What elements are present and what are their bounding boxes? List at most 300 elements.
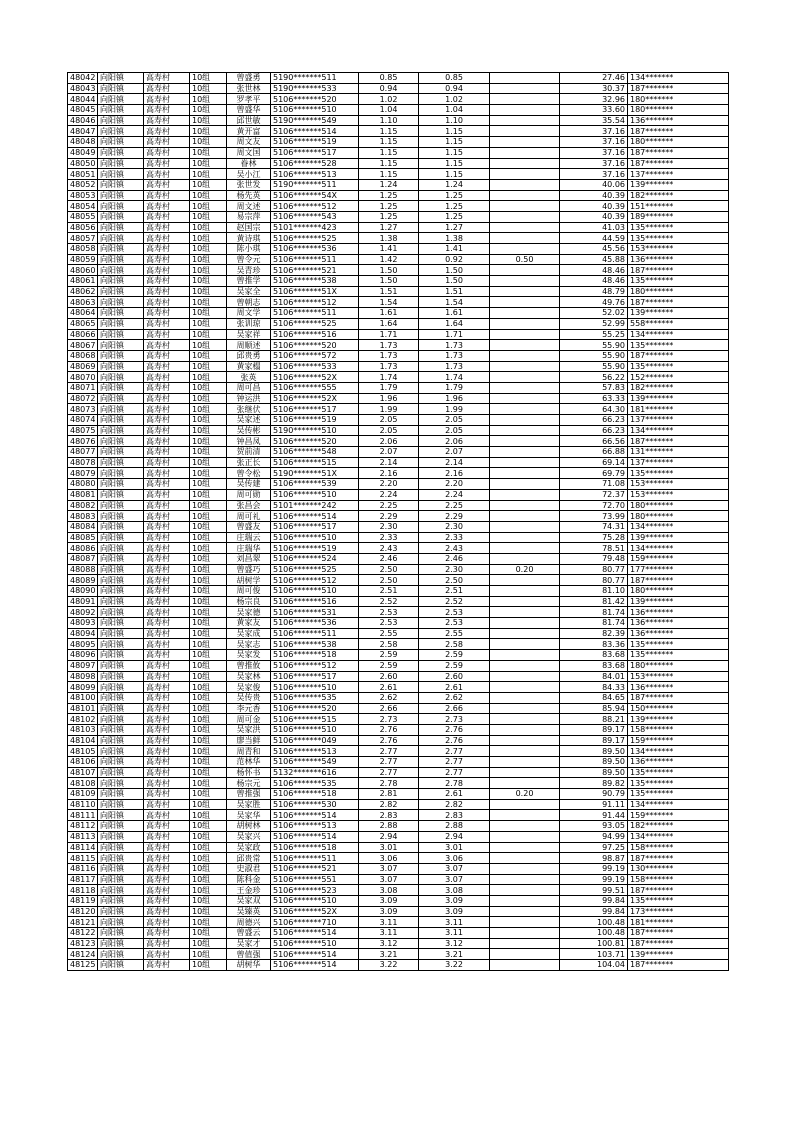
table-cell: 48112: [68, 821, 98, 832]
table-cell: 向阳镇: [98, 115, 144, 126]
table-cell: 55.90: [560, 350, 628, 361]
table-cell: 2.05: [359, 415, 419, 426]
table-cell: 周可金: [227, 714, 271, 725]
table-cell: 10组: [190, 329, 227, 340]
table-cell: 134*******: [628, 543, 729, 554]
table-row: [68, 254, 729, 265]
table-cell: 3.09: [419, 895, 490, 906]
table-cell: 5106*******531: [271, 607, 359, 618]
table-cell: 向阳镇: [98, 618, 144, 629]
table-cell: 134*******: [628, 746, 729, 757]
table-cell: 37.16: [560, 137, 628, 148]
table-row: [68, 468, 729, 479]
table-cell: 48111: [68, 810, 98, 821]
table-cell: 48092: [68, 607, 98, 618]
table-cell: 3.07: [419, 863, 490, 874]
table-cell: 180*******: [628, 137, 729, 148]
table-cell: [490, 511, 560, 522]
table-cell: 向阳镇: [98, 692, 144, 703]
table-cell: 1.74: [359, 372, 419, 383]
table-cell: 张训琼: [227, 318, 271, 329]
table-cell: 向阳镇: [98, 778, 144, 789]
table-cell: 高寿村: [144, 468, 190, 479]
table-cell: 庄瑞华: [227, 543, 271, 554]
table-cell: 81.74: [560, 618, 628, 629]
table-cell: 向阳镇: [98, 105, 144, 116]
table-cell: [490, 874, 560, 885]
table-cell: 134*******: [628, 73, 729, 84]
table-cell: 高寿村: [144, 746, 190, 757]
table-cell: 10组: [190, 126, 227, 137]
table-cell: 10组: [190, 724, 227, 735]
table-cell: 3.11: [359, 917, 419, 928]
table-cell: 2.77: [359, 746, 419, 757]
table-cell: 向阳镇: [98, 650, 144, 661]
table-cell: 高寿村: [144, 254, 190, 265]
table-cell: 40.39: [560, 190, 628, 201]
table-cell: 向阳镇: [98, 179, 144, 190]
table-cell: 2.81: [359, 789, 419, 800]
table-cell: 向阳镇: [98, 746, 144, 757]
table-cell: 2.77: [419, 767, 490, 778]
table-cell: 1.96: [359, 393, 419, 404]
table-cell: 2.73: [359, 714, 419, 725]
table-cell: 1.25: [359, 201, 419, 212]
table-cell: 向阳镇: [98, 500, 144, 511]
table-cell: 10组: [190, 789, 227, 800]
table-cell: 向阳镇: [98, 757, 144, 768]
table-cell: 高寿村: [144, 190, 190, 201]
table-cell: 2.14: [419, 457, 490, 468]
table-cell: [490, 222, 560, 233]
table-cell: [490, 724, 560, 735]
table-cell: 48075: [68, 425, 98, 436]
table-cell: 高寿村: [144, 340, 190, 351]
table-cell: [490, 211, 560, 222]
table-cell: 97.25: [560, 842, 628, 853]
table-cell: 周可勋: [227, 489, 271, 500]
table-cell: 55.25: [560, 329, 628, 340]
table-cell: 10组: [190, 500, 227, 511]
table-cell: 10组: [190, 83, 227, 94]
table-cell: 10组: [190, 73, 227, 84]
table-cell: 135*******: [628, 767, 729, 778]
table-cell: 10组: [190, 457, 227, 468]
table-cell: 周青和: [227, 746, 271, 757]
table-cell: 高寿村: [144, 831, 190, 842]
table-cell: [490, 233, 560, 244]
table-cell: 37.16: [560, 126, 628, 137]
table-cell: 吴家胜: [227, 799, 271, 810]
table-cell: 黄家友: [227, 618, 271, 629]
table-cell: 10组: [190, 618, 227, 629]
table-cell: 91.11: [560, 799, 628, 810]
table-cell: 杨怀书: [227, 767, 271, 778]
table-cell: 钟昌凤: [227, 436, 271, 447]
table-cell: 李元香: [227, 703, 271, 714]
table-cell: 5106*******525: [271, 318, 359, 329]
table-cell: 84.33: [560, 682, 628, 693]
table-row: [68, 831, 729, 842]
table-cell: 高寿村: [144, 917, 190, 928]
table-cell: 90.79: [560, 789, 628, 800]
table-row: [68, 83, 729, 94]
table-cell: 136*******: [628, 254, 729, 265]
table-cell: 48104: [68, 735, 98, 746]
table-cell: [490, 479, 560, 490]
table-cell: 高寿村: [144, 447, 190, 458]
table-cell: 37.16: [560, 169, 628, 180]
table-cell: 99.19: [560, 874, 628, 885]
table-cell: 134*******: [628, 521, 729, 532]
table-cell: 48043: [68, 83, 98, 94]
table-cell: 3.11: [419, 917, 490, 928]
table-cell: 5106*******536: [271, 618, 359, 629]
table-cell: 5106*******533: [271, 361, 359, 372]
table-cell: 1.24: [359, 179, 419, 190]
table-row: [68, 650, 729, 661]
table-cell: 向阳镇: [98, 586, 144, 597]
table-cell: [490, 906, 560, 917]
table-cell: 10组: [190, 799, 227, 810]
table-row: [68, 810, 729, 821]
table-cell: 1.42: [359, 254, 419, 265]
table-cell: 2.07: [359, 447, 419, 458]
table-cell: 高寿村: [144, 286, 190, 297]
table-cell: 向阳镇: [98, 158, 144, 169]
table-cell: [490, 201, 560, 212]
table-cell: 10组: [190, 874, 227, 885]
table-cell: 高寿村: [144, 415, 190, 426]
table-cell: 吴家述: [227, 415, 271, 426]
table-cell: 曾令元: [227, 254, 271, 265]
table-cell: [490, 158, 560, 169]
table-cell: 10组: [190, 628, 227, 639]
table-row: [68, 115, 729, 126]
table-row: [68, 489, 729, 500]
table-cell: 1.73: [419, 350, 490, 361]
table-cell: 48100: [68, 692, 98, 703]
table-cell: 10组: [190, 211, 227, 222]
table-cell: 73.99: [560, 511, 628, 522]
table-row: [68, 521, 729, 532]
table-cell: 1.24: [419, 179, 490, 190]
table-cell: 48069: [68, 361, 98, 372]
table-cell: 2.66: [359, 703, 419, 714]
table-cell: 136*******: [628, 682, 729, 693]
table-cell: 向阳镇: [98, 489, 144, 500]
table-cell: [490, 447, 560, 458]
table-cell: [490, 586, 560, 597]
table-row: [68, 960, 729, 971]
table-cell: 10组: [190, 447, 227, 458]
table-cell: 5190*******533: [271, 83, 359, 94]
table-cell: [490, 714, 560, 725]
table-cell: 1.27: [359, 222, 419, 233]
table-cell: 10组: [190, 222, 227, 233]
table-cell: 10组: [190, 404, 227, 415]
table-cell: 吴家志: [227, 639, 271, 650]
table-cell: 89.17: [560, 724, 628, 735]
table-cell: 向阳镇: [98, 393, 144, 404]
table-cell: 10组: [190, 938, 227, 949]
table-cell: 3.09: [419, 906, 490, 917]
table-cell: 高寿村: [144, 521, 190, 532]
table-row: [68, 425, 729, 436]
table-cell: 高寿村: [144, 821, 190, 832]
table-cell: 5106*******510: [271, 489, 359, 500]
table-cell: 2.82: [419, 799, 490, 810]
table-cell: 向阳镇: [98, 917, 144, 928]
table-cell: 高寿村: [144, 457, 190, 468]
table-cell: 2.77: [419, 757, 490, 768]
table-cell: 1.73: [419, 340, 490, 351]
table-row: [68, 126, 729, 137]
table-cell: 向阳镇: [98, 831, 144, 842]
table-cell: [490, 575, 560, 586]
table-cell: 3.22: [419, 960, 490, 971]
table-cell: 5106*******517: [271, 147, 359, 158]
table-cell: 66.23: [560, 415, 628, 426]
table-cell: 1.51: [419, 286, 490, 297]
table-cell: 高寿村: [144, 137, 190, 148]
table-cell: 1.64: [419, 318, 490, 329]
table-cell: 向阳镇: [98, 190, 144, 201]
table-cell: 10组: [190, 917, 227, 928]
table-cell: 2.24: [419, 489, 490, 500]
table-row: [68, 457, 729, 468]
table-cell: [490, 393, 560, 404]
table-cell: 范林华: [227, 757, 271, 768]
table-cell: 高寿村: [144, 479, 190, 490]
table-cell: 48122: [68, 928, 98, 939]
table-cell: 高寿村: [144, 265, 190, 276]
table-cell: 10组: [190, 671, 227, 682]
table-row: [68, 724, 729, 735]
table-cell: [490, 94, 560, 105]
table-row: [68, 735, 729, 746]
table-cell: 1.50: [419, 265, 490, 276]
table-cell: 75.28: [560, 532, 628, 543]
table-cell: 1.38: [359, 233, 419, 244]
table-cell: 10组: [190, 190, 227, 201]
table-cell: [490, 543, 560, 554]
table-cell: 48087: [68, 553, 98, 564]
table-cell: 向阳镇: [98, 94, 144, 105]
table-cell: 5106*******52X: [271, 393, 359, 404]
table-cell: 136*******: [628, 618, 729, 629]
table-cell: [490, 500, 560, 511]
table-cell: 2.76: [419, 724, 490, 735]
table-cell: 贺前清: [227, 447, 271, 458]
table-cell: [490, 126, 560, 137]
table-cell: 3.11: [359, 928, 419, 939]
table-cell: 48109: [68, 789, 98, 800]
table-cell: 180*******: [628, 105, 729, 116]
table-cell: 1.51: [359, 286, 419, 297]
table-cell: 钟运洪: [227, 393, 271, 404]
table-cell: 1.25: [359, 190, 419, 201]
table-cell: 邱贵常: [227, 853, 271, 864]
table-cell: 高寿村: [144, 863, 190, 874]
table-cell: 1.41: [359, 244, 419, 255]
table-cell: 吴青珍: [227, 265, 271, 276]
table-cell: 48.46: [560, 265, 628, 276]
table-cell: 向阳镇: [98, 297, 144, 308]
table-cell: 向阳镇: [98, 329, 144, 340]
table-cell: 5106*******519: [271, 137, 359, 148]
table-cell: 48061: [68, 276, 98, 287]
table-cell: 5106*******519: [271, 415, 359, 426]
table-cell: 1.54: [419, 297, 490, 308]
table-cell: 向阳镇: [98, 211, 144, 222]
table-cell: 10组: [190, 137, 227, 148]
table-cell: 48113: [68, 831, 98, 842]
table-cell: 10组: [190, 895, 227, 906]
table-cell: 高寿村: [144, 329, 190, 340]
table-cell: 80.77: [560, 575, 628, 586]
table-cell: 158*******: [628, 724, 729, 735]
table-cell: 向阳镇: [98, 767, 144, 778]
table-cell: [490, 917, 560, 928]
table-cell: 高寿村: [144, 714, 190, 725]
table-cell: 2.83: [419, 810, 490, 821]
table-cell: 153*******: [628, 489, 729, 500]
table-cell: 2.51: [419, 586, 490, 597]
table-row: [68, 853, 729, 864]
table-cell: 48124: [68, 949, 98, 960]
table-cell: 3.21: [359, 949, 419, 960]
table-cell: 187*******: [628, 853, 729, 864]
table-cell: 10组: [190, 511, 227, 522]
table-cell: 10组: [190, 415, 227, 426]
table-cell: 135*******: [628, 340, 729, 351]
table-cell: 3.08: [359, 885, 419, 896]
table-cell: 2.62: [419, 692, 490, 703]
table-cell: 2.77: [359, 767, 419, 778]
table-cell: 5106*******517: [271, 521, 359, 532]
table-cell: 5106*******513: [271, 169, 359, 180]
table-row: [68, 949, 729, 960]
table-cell: 48091: [68, 596, 98, 607]
table-cell: [490, 350, 560, 361]
table-cell: 曾推强: [227, 789, 271, 800]
table-cell: 高寿村: [144, 169, 190, 180]
table-cell: 高寿村: [144, 767, 190, 778]
table-row: [68, 137, 729, 148]
table-row: [68, 94, 729, 105]
table-row: [68, 500, 729, 511]
table-cell: [490, 885, 560, 896]
table-cell: 135*******: [628, 361, 729, 372]
table-cell: [490, 372, 560, 383]
table-cell: [490, 179, 560, 190]
table-cell: 10组: [190, 276, 227, 287]
table-cell: 向阳镇: [98, 457, 144, 468]
table-row: [68, 532, 729, 543]
table-cell: [490, 553, 560, 564]
table-cell: [490, 340, 560, 351]
table-cell: 74.31: [560, 521, 628, 532]
table-cell: 1.79: [359, 382, 419, 393]
table-row: [68, 222, 729, 233]
table-cell: 187*******: [628, 126, 729, 137]
table-cell: [490, 660, 560, 671]
table-cell: 周文述: [227, 201, 271, 212]
table-cell: 5106*******514: [271, 949, 359, 960]
table-cell: 张世发: [227, 179, 271, 190]
table-cell: 向阳镇: [98, 276, 144, 287]
table-cell: 2.30: [419, 564, 490, 575]
table-cell: 3.07: [359, 863, 419, 874]
table-cell: 5106*******551: [271, 874, 359, 885]
table-cell: 2.24: [359, 489, 419, 500]
table-cell: 杨宗良: [227, 596, 271, 607]
table-cell: [490, 105, 560, 116]
table-cell: 吴传贵: [227, 692, 271, 703]
table-cell: 黄开富: [227, 126, 271, 137]
table-cell: 5106*******525: [271, 233, 359, 244]
table-cell: 10组: [190, 105, 227, 116]
table-cell: 周文国: [227, 147, 271, 158]
table-cell: 5190*******51X: [271, 468, 359, 479]
table-row: [68, 318, 729, 329]
table-cell: 48056: [68, 222, 98, 233]
table-cell: [490, 83, 560, 94]
table-cell: 吴家双: [227, 895, 271, 906]
table-cell: 5106*******536: [271, 244, 359, 255]
table-cell: 153*******: [628, 479, 729, 490]
table-cell: 10组: [190, 735, 227, 746]
table-cell: 48077: [68, 447, 98, 458]
table-cell: 高寿村: [144, 179, 190, 190]
table-cell: 5106*******514: [271, 831, 359, 842]
table-cell: 40.39: [560, 201, 628, 212]
table-cell: 1.61: [359, 308, 419, 319]
table-row: [68, 596, 729, 607]
table-cell: 2.94: [419, 831, 490, 842]
table-cell: 48076: [68, 436, 98, 447]
table-cell: 135*******: [628, 789, 729, 800]
table-cell: 2.33: [359, 532, 419, 543]
table-cell: 向阳镇: [98, 810, 144, 821]
table-cell: 48059: [68, 254, 98, 265]
table-cell: [490, 928, 560, 939]
table-cell: 吴传彬: [227, 425, 271, 436]
table-cell: 135*******: [628, 276, 729, 287]
table-cell: 3.22: [359, 960, 419, 971]
table-row: [68, 821, 729, 832]
table-cell: 151*******: [628, 201, 729, 212]
table-cell: 48044: [68, 94, 98, 105]
table-cell: 5190*******511: [271, 179, 359, 190]
table-cell: 189*******: [628, 211, 729, 222]
table-cell: 187*******: [628, 436, 729, 447]
table-cell: 558*******: [628, 318, 729, 329]
table-cell: 黄诗琪: [227, 233, 271, 244]
table-cell: 10组: [190, 650, 227, 661]
table-cell: 向阳镇: [98, 425, 144, 436]
table-cell: 高寿村: [144, 885, 190, 896]
table-cell: 高寿村: [144, 425, 190, 436]
table-cell: 181*******: [628, 917, 729, 928]
table-cell: 曾值强: [227, 949, 271, 960]
table-cell: 5106*******512: [271, 660, 359, 671]
table-cell: 10组: [190, 949, 227, 960]
table-cell: 10组: [190, 757, 227, 768]
table-cell: 35.54: [560, 115, 628, 126]
table-cell: 187*******: [628, 575, 729, 586]
